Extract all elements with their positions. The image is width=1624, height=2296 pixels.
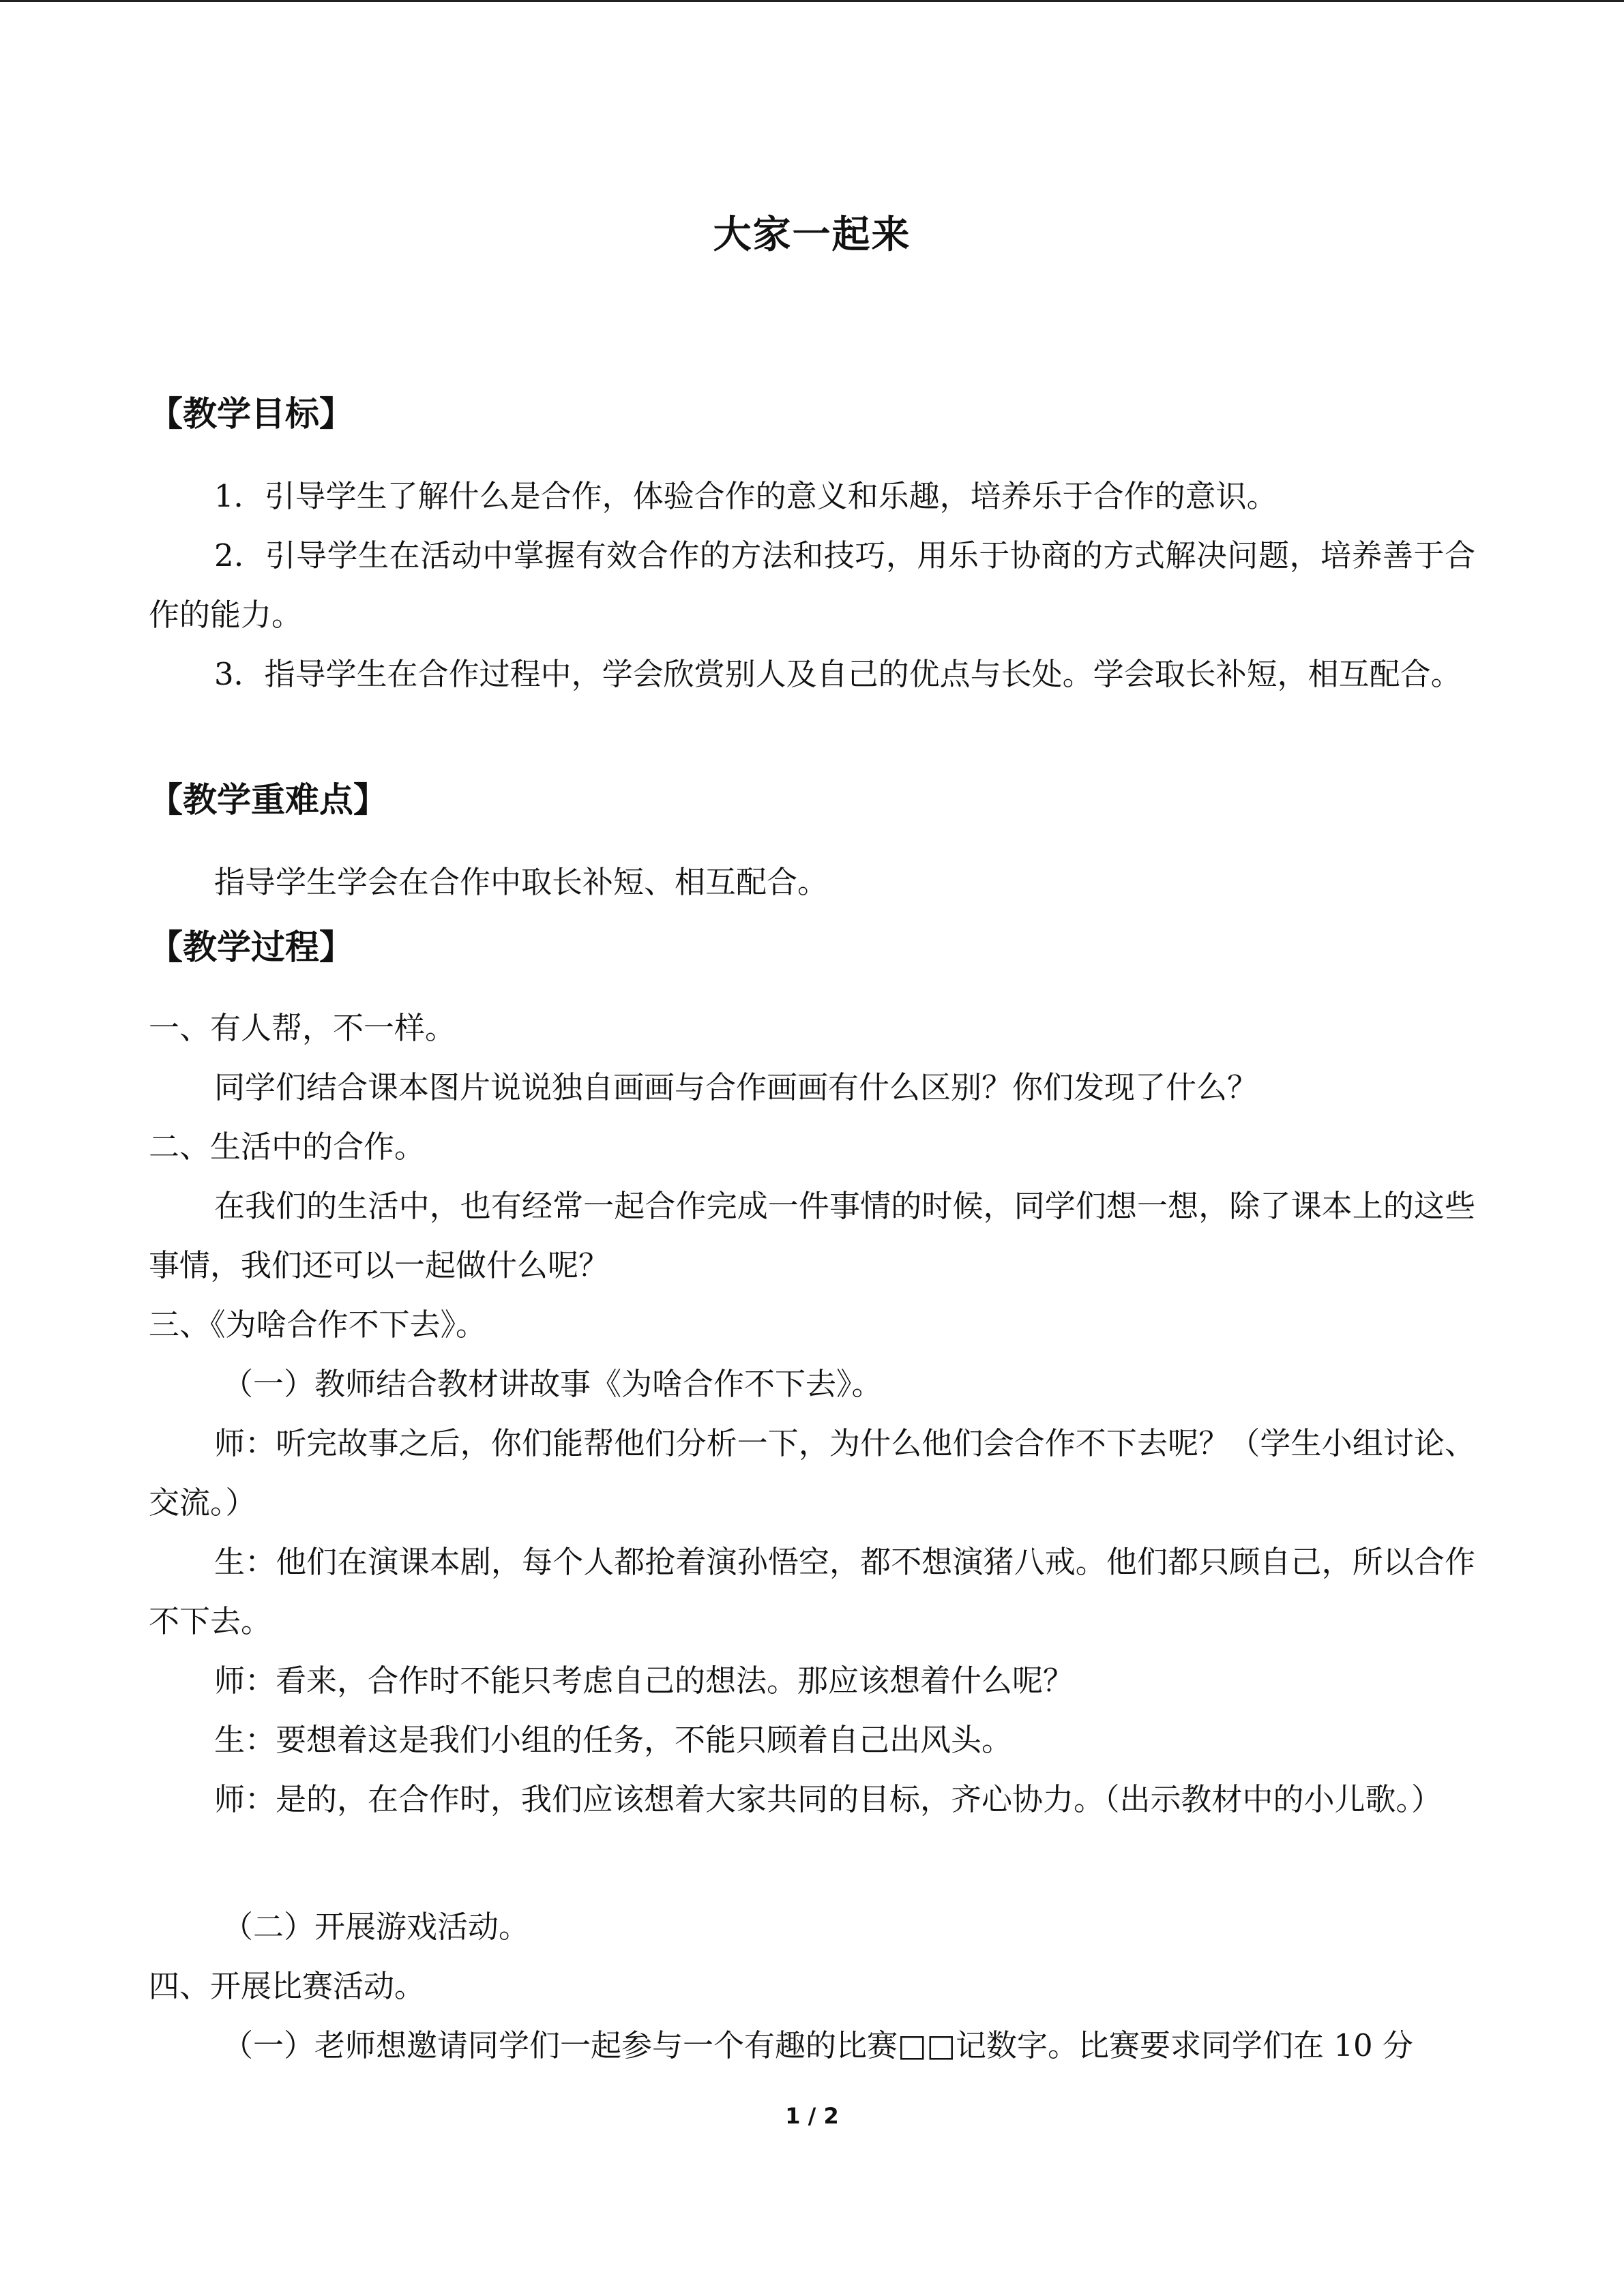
process-dialogue: 师：听完故事之后，你们能帮他们分析一下，为什么他们会合作不下去呢？（学生小组讨论、交流。） — [149, 1425, 1475, 1521]
process-step-4-heading: 四、开展比赛活动。 — [149, 1968, 426, 2004]
process-dialogue: 师：看来，合作时不能只考虑自己的想法。那应该想着什么呢？ — [214, 1663, 1074, 1699]
section-heading-key-points: 【教学重难点】 — [149, 780, 387, 820]
process-paragraph: 同学们结合课本图片说说独自画画与合作画画有什么区别？你们发现了什么？ — [214, 1069, 1258, 1105]
process-dialogue: 生：他们在演课本剧，每个人都抢着演孙悟空，都不想演猪八戒。他们都只顾自己，所以合作不下去。 — [149, 1544, 1475, 1639]
process-dialogue: 生：要想着这是我们小组的任务，不能只顾着自己出风头。 — [214, 1722, 1013, 1758]
process-step-1-heading: 一、有人帮，不一样。 — [149, 1010, 456, 1046]
process-paragraph: 在我们的生活中，也有经常一起合作完成一件事情的时候，同学们想一想，除了课本上的这些事情，我们还可以一起做什么呢？ — [149, 1188, 1475, 1283]
key-points-text: 指导学生学会在合作中取长补短、相互配合。 — [214, 864, 829, 900]
objective-item-1: 1．引导学生了解什么是合作，体验合作的意义和乐趣，培养乐于合作的意识。 — [214, 478, 1278, 514]
section-heading-objectives: 【教学目标】 — [149, 394, 353, 434]
process-step-3-heading: 三、《为啥合作不下去》。 — [149, 1307, 487, 1343]
process-subsection: （一）老师想邀请同学们一起参与一个有趣的比赛□□记数字。比赛要求同学们在 10 分 — [222, 2027, 1413, 2063]
process-subsection: （一）教师结合教材讲故事《为啥合作不下去》。 — [222, 1366, 883, 1402]
objective-item-2: 2．引导学生在活动中掌握有效合作的方法和技巧，用乐于协商的方式解决问题，培养善于合作的能力。 — [149, 537, 1475, 633]
document-title: 大家一起来 — [713, 213, 911, 257]
page-number: 1 / 2 — [785, 2103, 839, 2129]
process-subsection: （二）开展游戏活动。 — [222, 1909, 530, 1945]
objective-item-3: 3．指导学生在合作过程中，学会欣赏别人及自己的优点与长处。学会取长补短，相互配合。 — [214, 656, 1462, 692]
process-step-2-heading: 二、生活中的合作。 — [149, 1129, 426, 1165]
process-dialogue: 师：是的，在合作时，我们应该想着大家共同的目标，齐心协力。（出示教材中的小儿歌。） — [214, 1781, 1443, 1817]
section-heading-process: 【教学过程】 — [149, 927, 353, 967]
document-page — [149, 0, 1475, 2296]
